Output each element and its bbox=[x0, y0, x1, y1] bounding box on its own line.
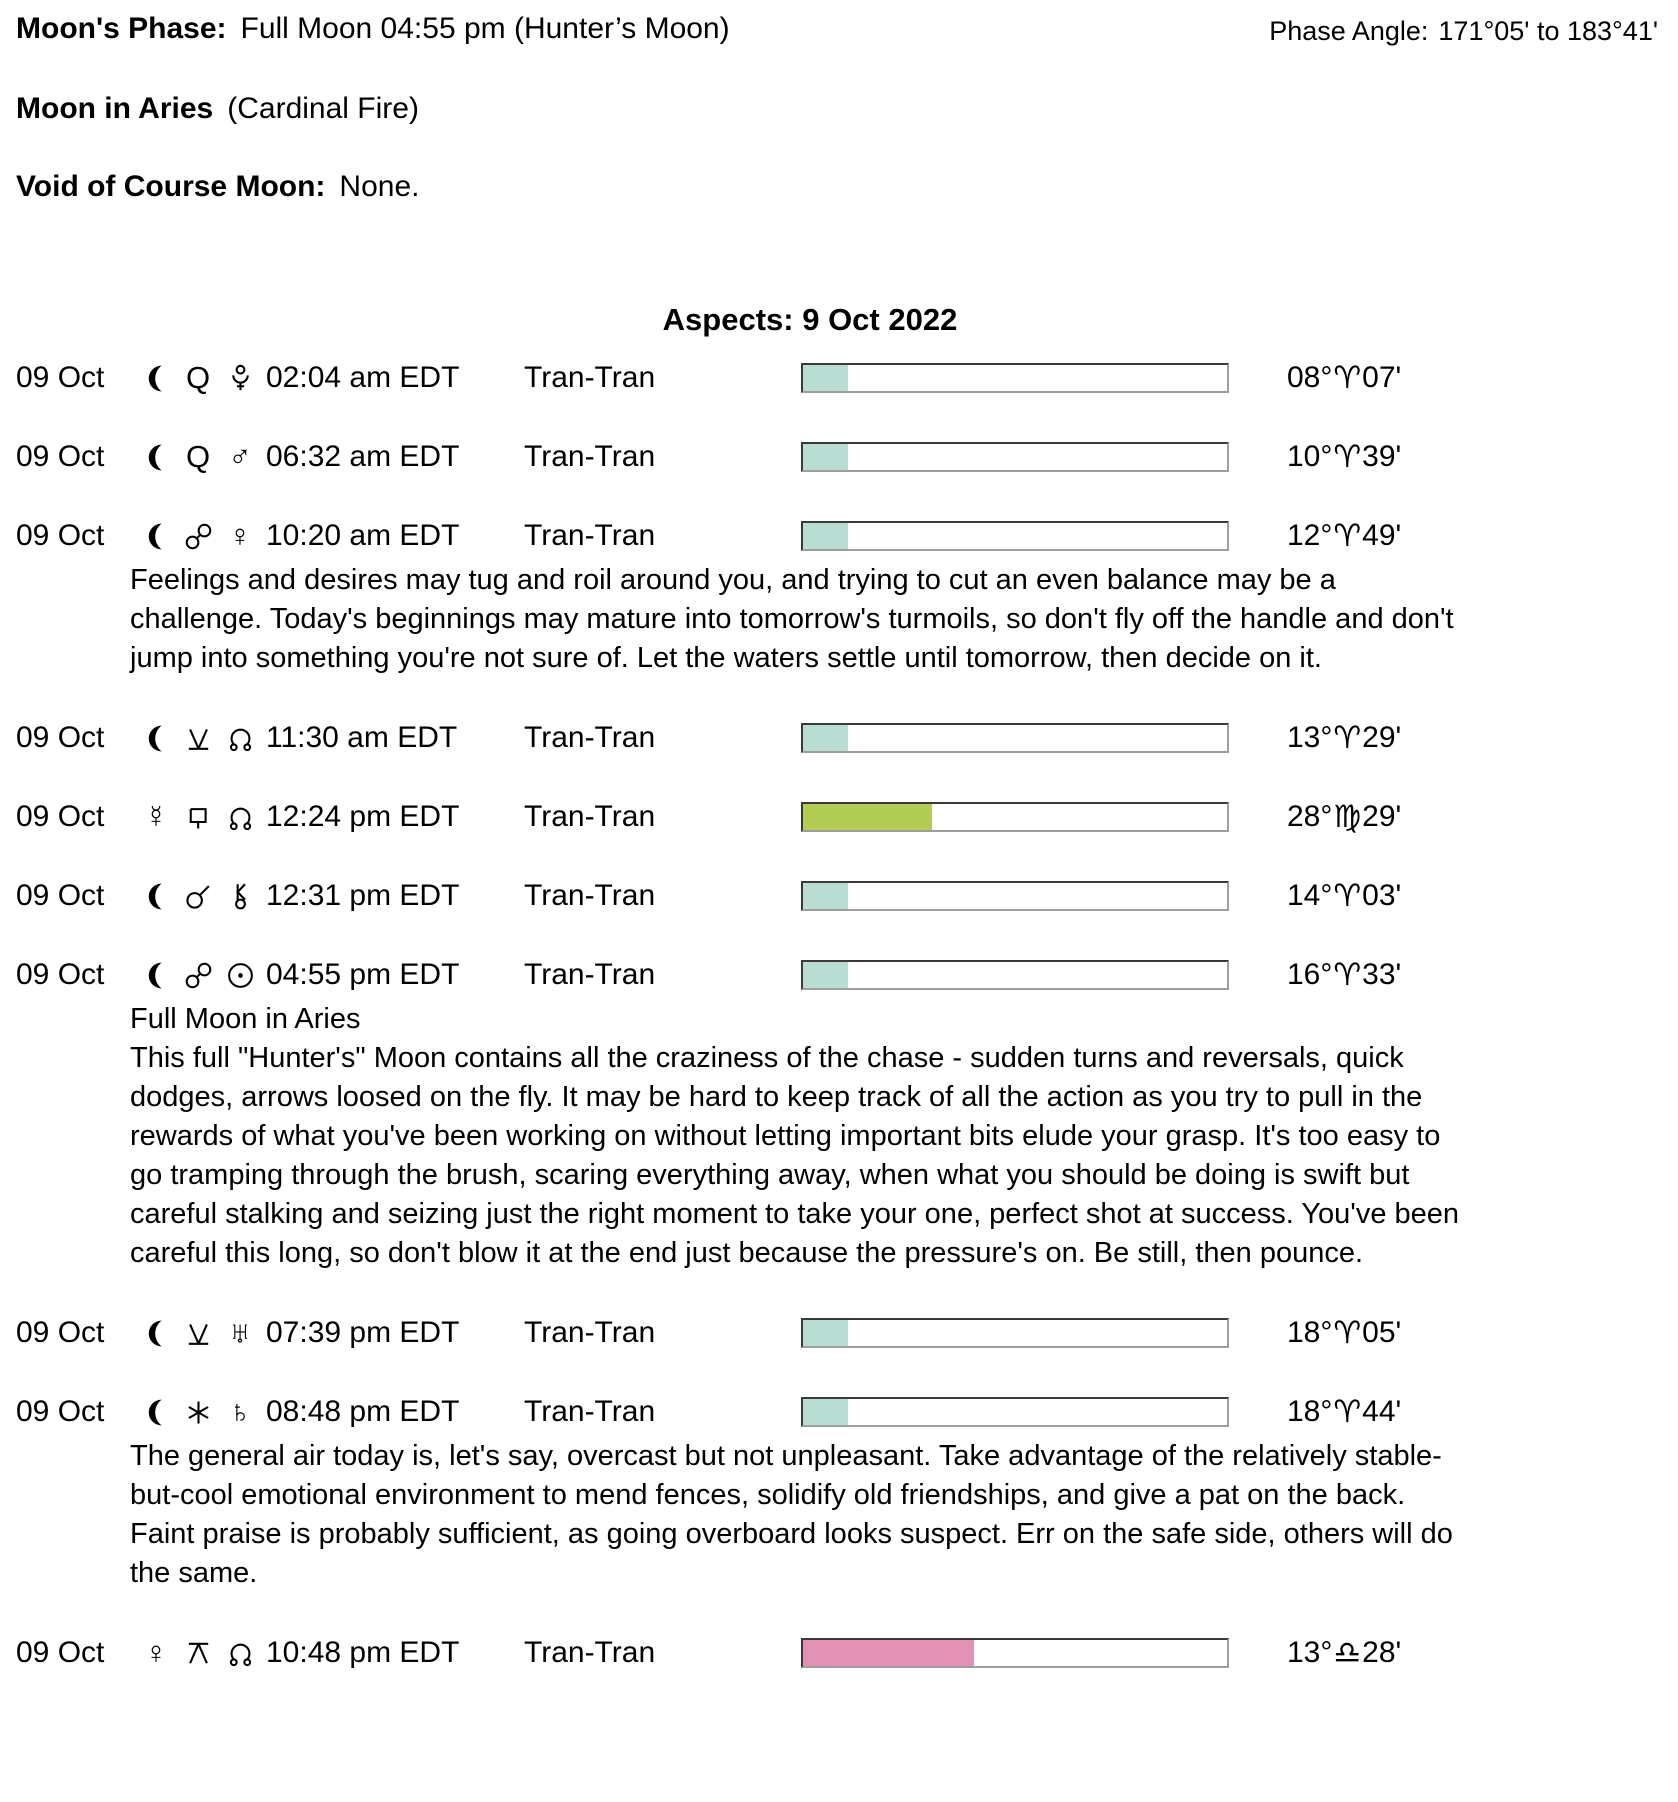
void-of-course-label: Void of Course Moon: bbox=[16, 170, 326, 203]
aries-sign-icon: ♈ bbox=[1333, 439, 1362, 474]
aspect-symbols bbox=[134, 955, 266, 995]
interpretation-paragraph: Feelings and desires may tug and roil around you, and trying to cut an even balance may be a challenge. Today's beginnings may mature into tomorrow's turmoils, so don't fly off the handle and don't jump into something you're not sure of. Let the waters settle until tomorrow, then decide on it. bbox=[130, 564, 1454, 674]
aspect-symbols bbox=[134, 797, 266, 837]
phase-angle-line bbox=[1269, 16, 1658, 47]
moon-icon bbox=[134, 1313, 178, 1353]
aspect-date: 09 Oct bbox=[16, 721, 105, 754]
aspects-list bbox=[0, 358, 1678, 1673]
moons-phase-label: Moon's Phase: bbox=[16, 12, 227, 45]
position-degrees: 28° bbox=[1287, 800, 1333, 833]
aspect-position bbox=[1287, 1394, 1401, 1430]
aspect-time: 02:04 am EDT bbox=[266, 361, 460, 394]
node-icon bbox=[218, 718, 262, 758]
mars-icon: ♂ bbox=[228, 439, 252, 474]
uranus-icon: ♅ bbox=[228, 1315, 252, 1350]
mercury-icon: ☿ bbox=[144, 799, 168, 834]
aspect-date: 09 Oct bbox=[16, 800, 105, 833]
aspect-date: 09 Oct bbox=[16, 361, 105, 394]
position-degrees: 08° bbox=[1287, 361, 1333, 394]
position-minutes: 39' bbox=[1362, 440, 1402, 473]
aries-sign-icon: ♈ bbox=[1333, 360, 1362, 395]
phase-angle-value: 171°05' to 183°41' bbox=[1438, 16, 1658, 46]
orb-progress-bar bbox=[801, 521, 1229, 551]
libra-sign-icon: ♎ bbox=[1333, 1635, 1362, 1670]
opposition-icon bbox=[178, 955, 218, 995]
position-minutes: 33' bbox=[1362, 958, 1402, 991]
aspect-date: 09 Oct bbox=[16, 1395, 105, 1428]
moon-sign-value: (Cardinal Fire) bbox=[227, 92, 419, 125]
orb-progress-fill bbox=[803, 962, 848, 988]
aspect-symbols bbox=[134, 718, 266, 758]
quincunx-icon bbox=[178, 1633, 218, 1673]
orb-progress-fill bbox=[803, 444, 848, 470]
aspect-date: 09 Oct bbox=[16, 1636, 105, 1669]
aspect-symbols bbox=[134, 1392, 266, 1432]
position-minutes: 29' bbox=[1362, 721, 1402, 754]
aspect-type: Tran-Tran bbox=[524, 1636, 656, 1669]
aspect-date: 09 Oct bbox=[16, 1316, 105, 1349]
moon-sign-line bbox=[16, 92, 419, 126]
moon-sign-label: Moon in Aries bbox=[16, 92, 214, 125]
orb-progress-bar bbox=[801, 363, 1229, 393]
aspect-time: 04:55 pm EDT bbox=[266, 958, 460, 991]
orb-progress-bar bbox=[801, 960, 1229, 990]
aspect-symbols bbox=[134, 516, 266, 556]
orb-progress-fill bbox=[803, 1320, 848, 1346]
aspect-time: 08:48 pm EDT bbox=[266, 1395, 460, 1428]
position-minutes: 28' bbox=[1362, 1636, 1402, 1669]
aspect-date: 09 Oct bbox=[16, 440, 105, 473]
aspect-type: Tran-Tran bbox=[524, 519, 656, 552]
aspect-position bbox=[1287, 720, 1401, 756]
aries-sign-icon: ♈ bbox=[1333, 1394, 1362, 1429]
moon-icon bbox=[134, 876, 178, 916]
aspect-position bbox=[1287, 360, 1401, 396]
position-minutes: 03' bbox=[1362, 879, 1402, 912]
interpretation-paragraph: This full "Hunter's" Moon contains all the craziness of the chase - sudden turns and reversals, quick dodges, arrows loosed on the fly. It may be hard to keep track of all the action as you try to pull in the rewards of what you've been working on without letting important bits elude your grasp. It's too easy to go tramping through the brush, scaring everything away, when what you should be doing is swift but careful stalking and seizing just the right moment to take your one, perfect shot at success. You've been careful this long, so don't blow it at the end just because the pressure's on. Be still, then pounce. bbox=[130, 1042, 1460, 1269]
position-minutes: 49' bbox=[1362, 519, 1402, 552]
void-of-course-line bbox=[16, 170, 419, 204]
aries-sign-icon: ♈ bbox=[1333, 518, 1362, 553]
aspect-row bbox=[0, 437, 1678, 477]
orb-progress-bar bbox=[801, 802, 1229, 832]
aspect-position bbox=[1287, 518, 1401, 554]
position-degrees: 10° bbox=[1287, 440, 1333, 473]
orb-progress-bar bbox=[801, 1397, 1229, 1427]
node-icon bbox=[218, 1633, 262, 1673]
aspect-date: 09 Oct bbox=[16, 879, 105, 912]
aspect-row bbox=[0, 1633, 1678, 1673]
aspect-symbols bbox=[134, 1633, 266, 1673]
aspect-row bbox=[0, 1313, 1678, 1353]
position-degrees: 13° bbox=[1287, 721, 1333, 754]
position-degrees: 16° bbox=[1287, 958, 1333, 991]
moon-icon bbox=[134, 1392, 178, 1432]
aspect-time: 06:32 am EDT bbox=[266, 440, 460, 473]
saturn-icon: ♄ bbox=[228, 1394, 252, 1429]
aspect-position bbox=[1287, 957, 1401, 993]
orb-progress-bar bbox=[801, 1318, 1229, 1348]
position-minutes: 05' bbox=[1362, 1316, 1402, 1349]
aspect-type: Tran-Tran bbox=[524, 1316, 656, 1349]
position-minutes: 07' bbox=[1362, 361, 1402, 394]
aspect-row bbox=[0, 797, 1678, 837]
position-degrees: 14° bbox=[1287, 879, 1333, 912]
aspect-time: 10:20 am EDT bbox=[266, 519, 460, 552]
aspect-type: Tran-Tran bbox=[524, 361, 656, 394]
orb-progress-fill bbox=[803, 883, 848, 909]
aspect-row bbox=[0, 516, 1678, 556]
position-minutes: 29' bbox=[1362, 800, 1402, 833]
void-of-course-value: None. bbox=[339, 170, 420, 203]
virgo-sign-icon: ♍ bbox=[1333, 799, 1362, 834]
moon-icon bbox=[134, 437, 178, 477]
moon-icon bbox=[134, 516, 178, 556]
position-minutes: 44' bbox=[1362, 1395, 1402, 1428]
node-icon bbox=[218, 797, 262, 837]
sextile-icon bbox=[178, 1392, 218, 1432]
semisextile-icon bbox=[178, 718, 218, 758]
aspect-position bbox=[1287, 439, 1401, 475]
aspect-row bbox=[0, 718, 1678, 758]
conjunction-icon bbox=[178, 876, 218, 916]
opposition-icon bbox=[178, 516, 218, 556]
aspect-position bbox=[1287, 1635, 1401, 1671]
aspect-type: Tran-Tran bbox=[524, 1395, 656, 1428]
orb-progress-bar bbox=[801, 881, 1229, 911]
aspect-row bbox=[0, 358, 1678, 398]
semisextile-icon bbox=[178, 1313, 218, 1353]
moons-phase-value: Full Moon 04:55 pm (Hunter’s Moon) bbox=[240, 12, 730, 45]
moon-icon bbox=[134, 718, 178, 758]
sun-icon bbox=[218, 955, 262, 995]
aspect-date: 09 Oct bbox=[16, 958, 105, 991]
position-degrees: 12° bbox=[1287, 519, 1333, 552]
interpretation-text bbox=[130, 1000, 1470, 1273]
orb-progress-bar bbox=[801, 1638, 1229, 1668]
aries-sign-icon: ♈ bbox=[1333, 878, 1362, 913]
orb-progress-fill bbox=[803, 523, 848, 549]
aspect-row bbox=[0, 955, 1678, 995]
orb-progress-bar bbox=[801, 723, 1229, 753]
orb-progress-fill bbox=[803, 804, 932, 830]
sesquiquadrate-icon bbox=[178, 797, 218, 837]
aspect-time: 12:31 pm EDT bbox=[266, 879, 460, 912]
aspect-row bbox=[0, 1392, 1678, 1432]
aspect-symbols bbox=[134, 437, 266, 477]
position-degrees: 18° bbox=[1287, 1316, 1333, 1349]
aspect-position bbox=[1287, 799, 1401, 835]
aspect-type: Tran-Tran bbox=[524, 721, 656, 754]
pluto-icon bbox=[218, 358, 262, 398]
moon-icon bbox=[134, 358, 178, 398]
aspect-time: 11:30 am EDT bbox=[266, 721, 458, 754]
interpretation-text bbox=[130, 561, 1470, 678]
aspect-date: 09 Oct bbox=[16, 519, 105, 552]
aspect-symbols bbox=[134, 876, 266, 916]
position-degrees: 18° bbox=[1287, 1395, 1333, 1428]
aspect-row bbox=[0, 876, 1678, 916]
interpretation-text bbox=[130, 1437, 1470, 1593]
moons-phase-line bbox=[16, 12, 730, 46]
orb-progress-bar bbox=[801, 442, 1229, 472]
aspect-type: Tran-Tran bbox=[524, 879, 656, 912]
aries-sign-icon: ♈ bbox=[1333, 1315, 1362, 1350]
aspect-time: 10:48 pm EDT bbox=[266, 1636, 460, 1669]
aspect-symbols bbox=[134, 358, 266, 398]
aspect-type: Tran-Tran bbox=[524, 800, 656, 833]
aspect-type: Tran-Tran bbox=[524, 440, 656, 473]
aspect-position bbox=[1287, 1315, 1401, 1351]
aspect-time: 12:24 pm EDT bbox=[266, 800, 460, 833]
orb-progress-fill bbox=[803, 1640, 974, 1666]
interpretation-title: Full Moon in Aries bbox=[130, 1003, 361, 1035]
aspects-title: Aspects: 9 Oct 2022 bbox=[662, 302, 958, 337]
venus-icon: ♀ bbox=[228, 518, 252, 553]
position-degrees: 13° bbox=[1287, 1636, 1333, 1669]
quintile-icon: Q bbox=[185, 439, 211, 474]
aspects-section bbox=[0, 300, 1678, 1712]
venus-icon: ♀ bbox=[144, 1635, 168, 1670]
aspect-time: 07:39 pm EDT bbox=[266, 1316, 460, 1349]
aries-sign-icon: ♈ bbox=[1333, 720, 1362, 755]
orb-progress-fill bbox=[803, 365, 848, 391]
aspect-symbols bbox=[134, 1313, 266, 1353]
quintile-icon: Q bbox=[185, 360, 211, 395]
interpretation-paragraph: The general air today is, let's say, overcast but not unpleasant. Take advantage of the relatively stable-but-cool emotional environment to mend fences, solidify old friendships, and give a pat on the back. Faint praise is probably sufficient, as going overboard looks suspect. Err on the safe side, others will do the same. bbox=[130, 1440, 1453, 1589]
aries-sign-icon: ♈ bbox=[1333, 957, 1362, 992]
aspect-type: Tran-Tran bbox=[524, 958, 656, 991]
moon-icon bbox=[134, 955, 178, 995]
chiron-icon bbox=[218, 876, 262, 916]
aspect-position bbox=[1287, 878, 1401, 914]
orb-progress-fill bbox=[803, 725, 848, 751]
orb-progress-fill bbox=[803, 1399, 848, 1425]
phase-angle-label: Phase Angle: bbox=[1269, 16, 1429, 46]
